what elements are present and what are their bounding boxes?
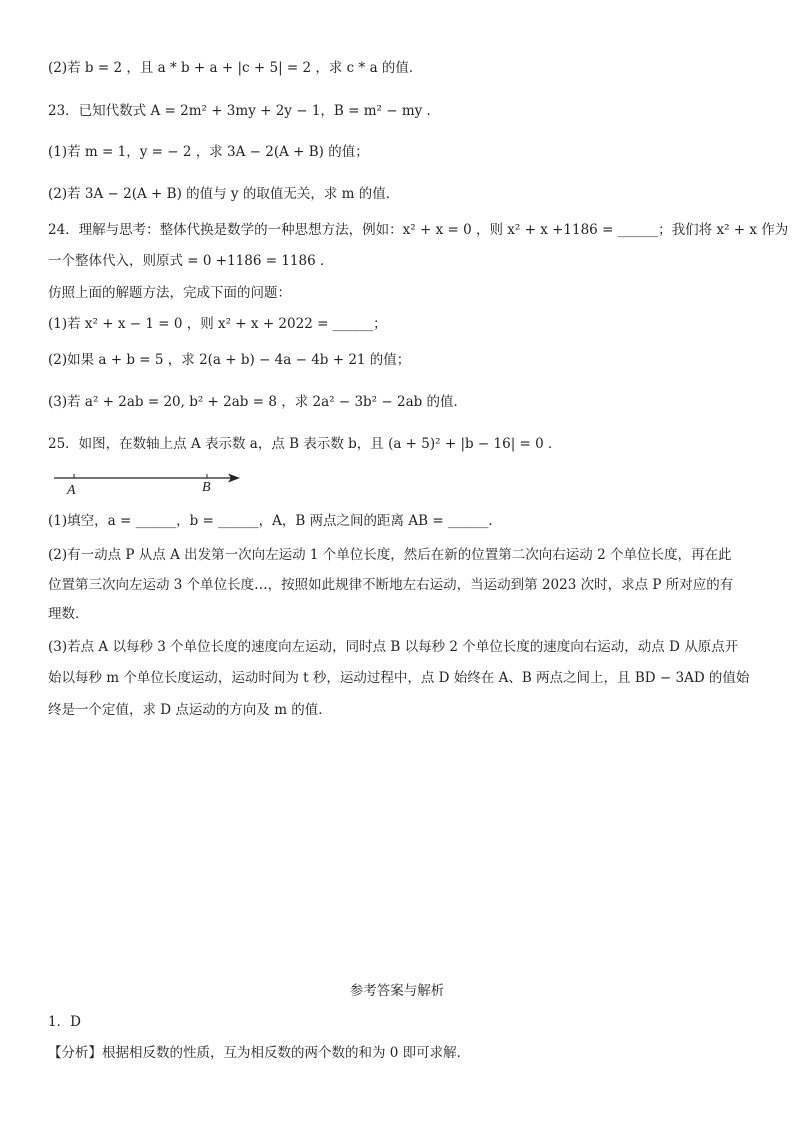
q25-part2-line3: 理数． — [48, 606, 89, 622]
q25-part2-line1: (2)有一动点 P 从点 A 出发第一次向左运动 1 个单位长度，然后在新的位置第二次向右运动 2 个单位长度，再在此 — [48, 547, 732, 563]
answer-item-1: 1．D — [48, 1014, 81, 1030]
q25-part3-line3: 终是一个定值，求 D 点运动的方向及 m 的值． — [48, 702, 332, 718]
q25-part3-line2: 始以每秒 m 个单位长度运动，运动时间为 t 秒，运动过程中，点 D 始终在 A、B 两点之间上，且 BD − 3AD 的值始 — [48, 670, 750, 686]
q24-part1: (1)若 x² + x − 1 = 0 ，则 x² + x + 2022 = ______； — [48, 316, 387, 332]
q25-part2-line2: 位置第三次向左运动 3 个单位长度…，按照如此规律不断地左右运动，当运动到第 2023 次时，求点 P 所对应的有 — [48, 577, 734, 593]
q24-part3: (3)若 a² + 2ab = 20, b² + 2ab = 8 ，求 2a² − 3b² − 2ab 的值． — [48, 394, 468, 410]
q24-part2: (2)如果 a + b = 5 ，求 2(a + b) − 4a − 4b + 21 的值； — [48, 352, 411, 368]
q25-part3-line1: (3)若点 A 以每秒 3 个单位长度的速度向左运动，同时点 B 以每秒 2 个单位长度的速度向右运动，动点 D 从原点开 — [48, 639, 739, 655]
number-line-arrow — [52, 470, 252, 490]
q23-stem: 23．已知代数式 A = 2m² + 3my + 2y − 1，B = m² − my ． — [48, 103, 441, 119]
q25-stem: 25．如图，在数轴上点 A 表示数 a，点 B 表示数 b，且 (a + 5)² + |b − 16| = 0 ． — [48, 436, 562, 452]
number-line-figure — [52, 470, 252, 502]
q25-part1: (1)填空，a = ______，b = ______，A，B 两点之间的距离 AB = ______． — [48, 513, 502, 529]
point-b-label: B — [202, 480, 211, 495]
q24-stem-line2: 一个整体代入，则原式 = 0 +1186 = 1186 ． — [48, 253, 334, 269]
q24-stem-line1: 24．理解与思考：整体代换是数学的一种思想方法，例如：x² + x = 0 ，则 x² + x +1186 = ______；我们将 x² + x 作为 — [48, 222, 789, 238]
q23-part1: (1)若 m = 1，y = − 2 ，求 3A − 2(A + B) 的值； — [48, 144, 369, 160]
point-a-label: A — [67, 483, 76, 498]
q22-part2: (2)若 b = 2 ，且 a * b + a + |c + 5| = 2 ，求 c * a 的值． — [48, 60, 423, 76]
answers-heading: 参考答案与解析 — [349, 983, 445, 999]
answer-1-analysis: 【分析】根据相反数的性质，互为相反数的两个数的和为 0 即可求解． — [48, 1045, 471, 1061]
q23-part2: (2)若 3A − 2(A + B) 的值与 y 的取值无关，求 m 的值． — [48, 186, 400, 202]
q24-instruction: 仿照上面的解题方法，完成下面的问题： — [48, 285, 291, 301]
